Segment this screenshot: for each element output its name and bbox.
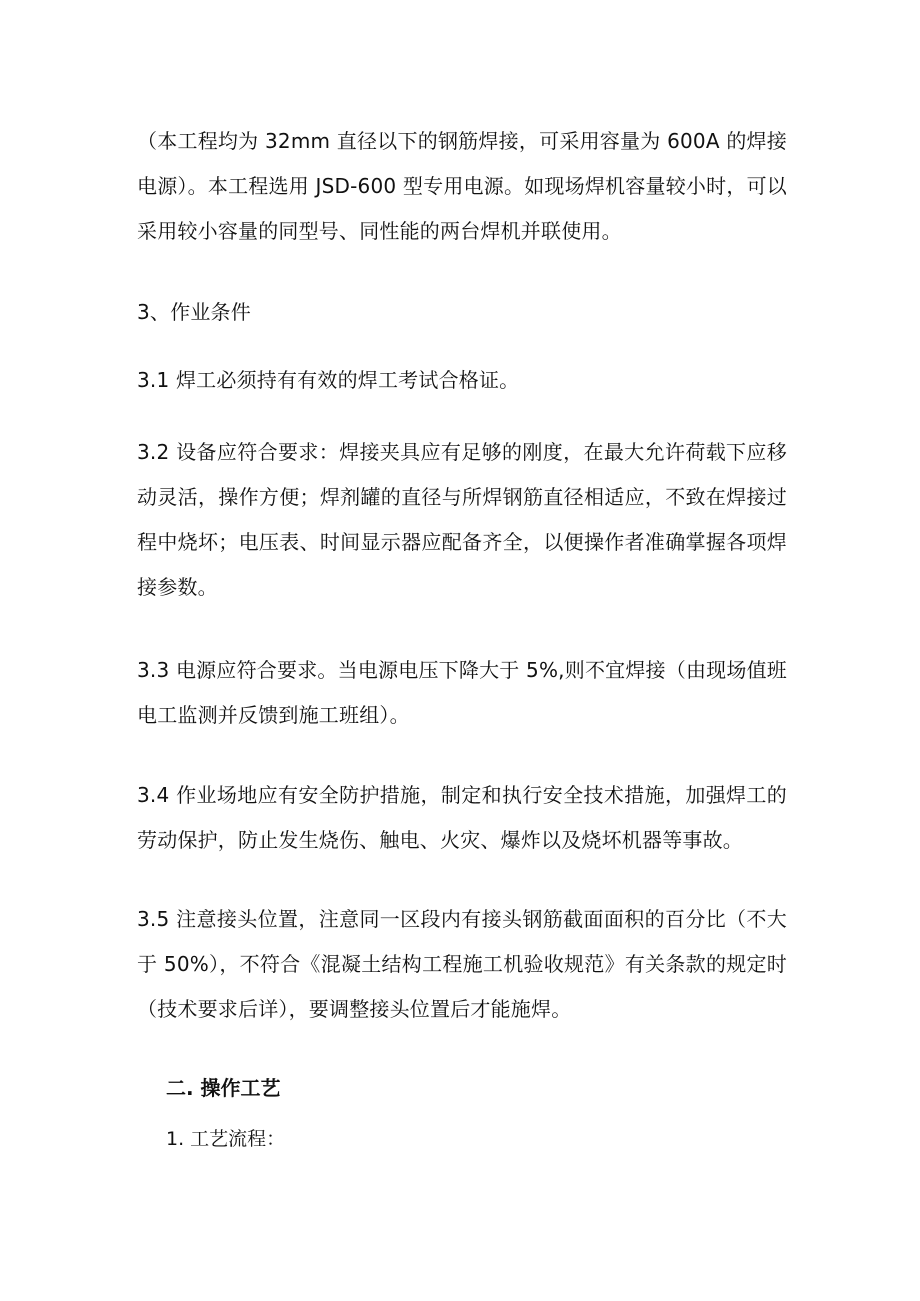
paragraph-3-5: 3.5 注意接头位置，注意同一区段内有接头钢筋截面面积的百分比（不大于 50%），不符合《混凝土结构工程施工机验收规范》有关条款的规定时（技术要求后详），要调整接头位置后才能施焊。 <box>137 907 787 1021</box>
paragraph-3-3: 3.3 电源应符合要求。当电源电压下降大于 5%,则不宜焊接（由现场值班电工监测并反馈到施工班组）。 <box>137 658 787 727</box>
paragraph-3-4: 3.4 作业场地应有安全防护措施，制定和执行安全技术措施，加强焊工的劳动保护，防止发生烧伤、触电、火灾、爆炸以及烧坏机器等事故。 <box>137 783 787 852</box>
paragraph-3-1: 3.1 焊工必须持有有效的焊工考试合格证。 <box>137 368 520 392</box>
paragraph-power-source: （本工程均为 32mm 直径以下的钢筋焊接，可采用容量为 600A 的焊接电源）。本工程选用 JSD-600 型专用电源。如现场焊机容量较小时，可以采用较小容量的同型号、同性能的两台焊机并联使用。 <box>137 129 787 243</box>
paragraph-work-conditions-title: 3、作业条件 <box>137 300 251 324</box>
section-heading-operation-process: 二. 操作工艺 <box>166 1076 281 1100</box>
subsection-heading-process-flow: 1. 工艺流程： <box>166 1128 286 1150</box>
paragraph-3-2: 3.2 设备应符合要求：焊接夹具应有足够的刚度，在最大允许荷载下应移动灵活，操作方便；焊剂罐的直径与所焊钢筋直径相适应，不致在焊接过程中烧坏；电压表、时间显示器应配备齐全，以便操作者准确掌握各项焊接参数。 <box>137 440 787 599</box>
